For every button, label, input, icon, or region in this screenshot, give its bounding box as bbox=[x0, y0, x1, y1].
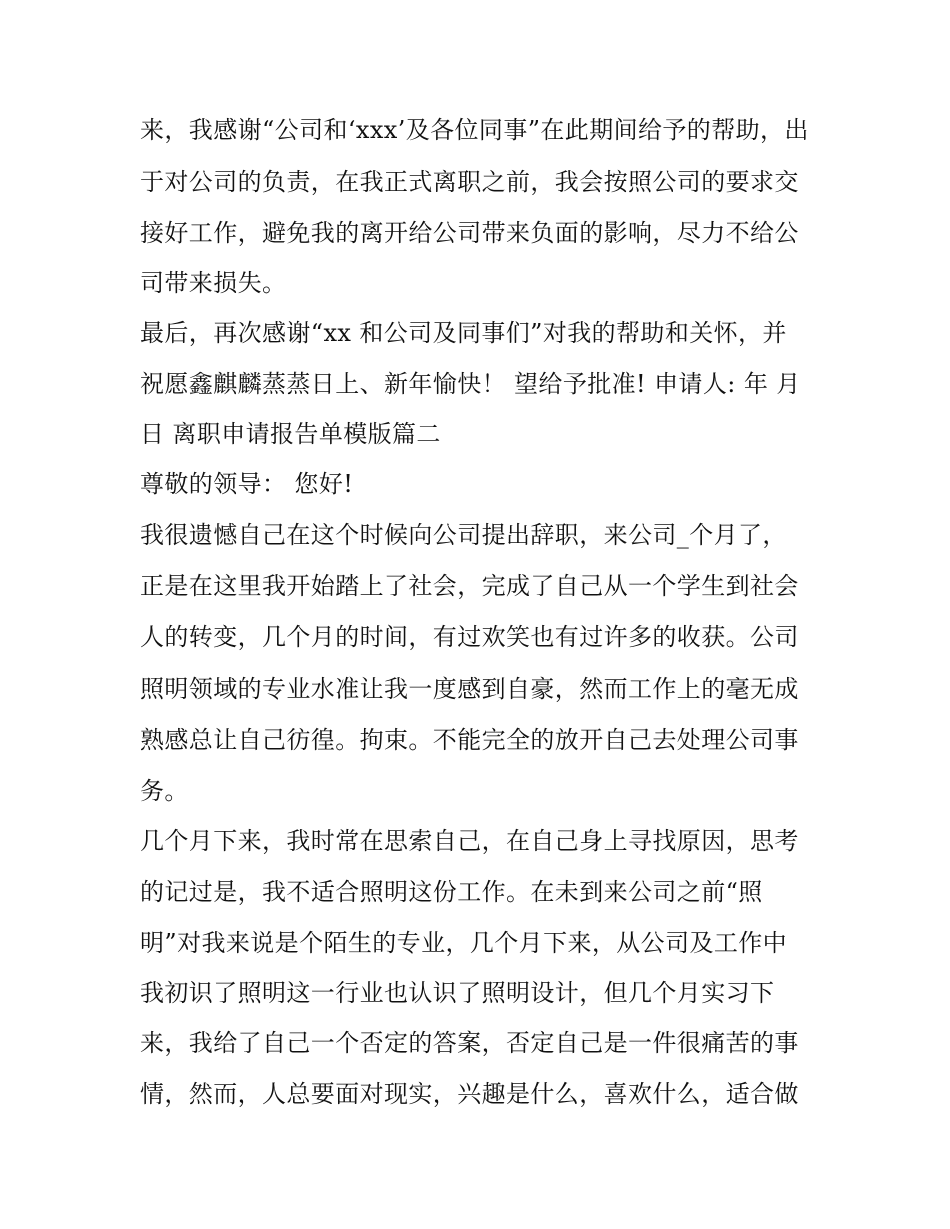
text-line: 务。 bbox=[140, 777, 189, 805]
text-line: 祝愿鑫麒麟蒸蒸日上、新年愉快！ 望给予批准! 申请人: 年 月 bbox=[140, 370, 801, 398]
text-line: 的记过是，我不适合照明这份工作。在未到来公司之前“照 bbox=[140, 878, 763, 906]
text-line: 日 离职申请报告单模版篇二 bbox=[140, 420, 441, 448]
text-line: 最后，再次感谢“xx 和公司及同事们”对我的帮助和关怀，并 bbox=[140, 319, 787, 347]
text-line: 人的转变，几个月的时间，有过欢笑也有过许多的收获。公司 bbox=[140, 623, 799, 651]
text-line: 尊敬的领导： 您好! bbox=[140, 470, 354, 498]
text-line: 明”对我来说是个陌生的专业，几个月下来，从公司及工作中 bbox=[140, 929, 788, 957]
text-line: 情，然而，人总要面对现实，兴趣是什么，喜欢什么，适合做 bbox=[140, 1080, 799, 1108]
text-line: 司带来损失。 bbox=[140, 269, 287, 297]
text-line: 接好工作，避免我的离开给公司带来负面的影响，尽力不给公 bbox=[140, 219, 799, 247]
text-line: 我很遗憾自己在这个时候向公司提出辞职，来公司_个月了， bbox=[140, 521, 787, 549]
text-line: 我初识了照明这一行业也认识了照明设计，但几个月实习下 bbox=[140, 979, 775, 1007]
text-line: 来，我给了自己一个否定的答案，否定自己是一件很痛苦的事 bbox=[140, 1029, 799, 1057]
text-line: 来，我感谢“公司和‘xxx’及各位同事”在此期间给予的帮助，出 bbox=[140, 116, 809, 144]
text-line: 正是在这里我开始踏上了社会，完成了自己从一个学生到社会 bbox=[140, 572, 799, 600]
text-line: 几个月下来，我时常在思索自己，在自己身上寻找原因，思考 bbox=[140, 827, 799, 855]
text-line: 照明领域的专业水准让我一度感到自豪，然而工作上的毫无成 bbox=[140, 675, 799, 703]
text-line: 熟感总让自己彷徨。拘束。不能完全的放开自己去处理公司事 bbox=[140, 726, 799, 754]
text-line: 于对公司的负责，在我正式离职之前，我会按照公司的要求交 bbox=[140, 168, 799, 196]
